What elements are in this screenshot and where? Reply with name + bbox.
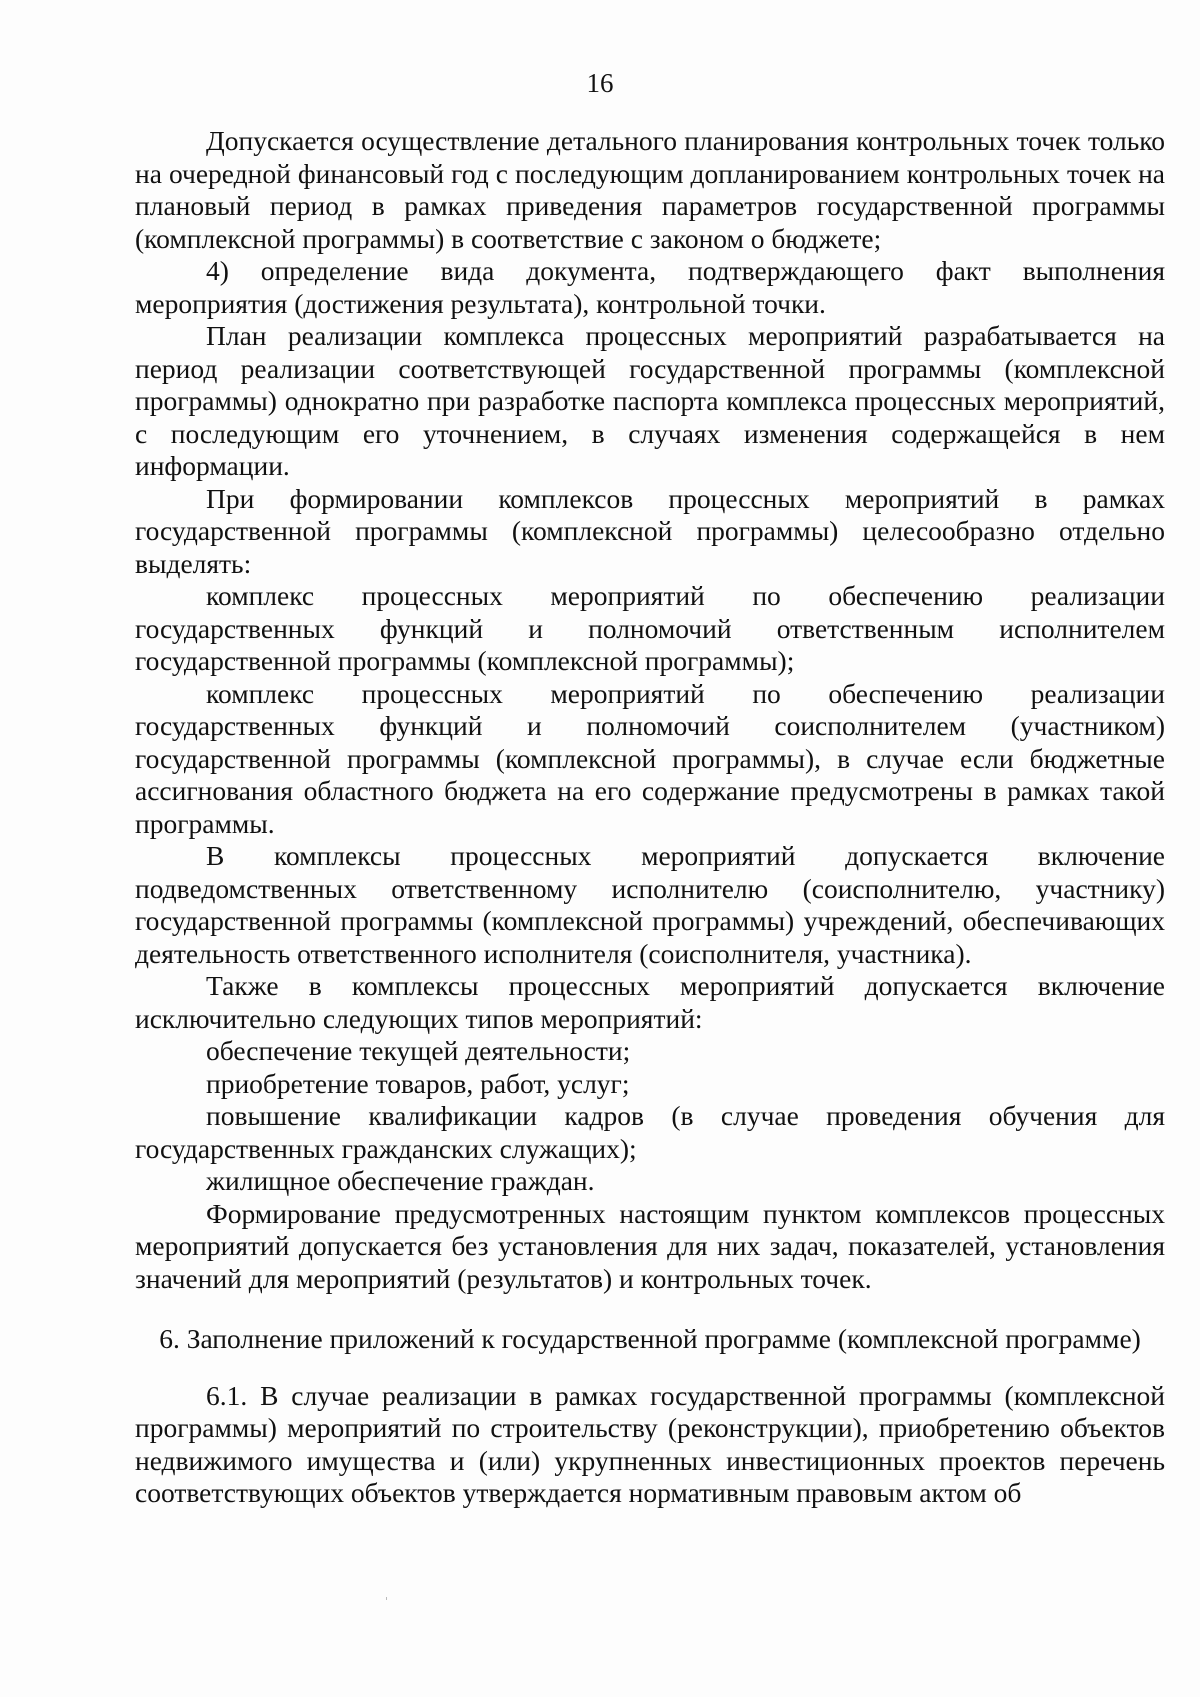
page-number: 16 [586, 68, 614, 98]
list-item-housing: жилищное обеспечение граждан. [206, 1165, 595, 1196]
paragraph-subordinate-institutions: В комплексы процессных мероприятий допускается включение подведомственных ответственному исполнителю (соисполнителю, участнику) государственной программы (комплексной программы) учреждений, обеспечивающих деятельность ответственного исполнителя (соисполнителя, участника). [135, 840, 1165, 969]
paragraph-complex-responsible-executor: комплекс процессных мероприятий по обеспечению реализации государственных функций и полномочий ответственным исполнителем государственной программы (комплексной программы); [135, 580, 1165, 676]
paragraph-item-4: 4) определение вида документа, подтверждающего факт выполнения мероприятия (достижения результата), контрольной точки. [135, 255, 1165, 319]
paragraph-6-1: 6.1. В случае реализации в рамках государственной программы (комплексной программы) мероприятий по строительству (реконструкции), приобретению объектов недвижимого имущества и (или) укрупненных инвестиционных проектов перечень соответствующих объектов утверждается нормативным правовым актом об [135, 1379, 1165, 1508]
scan-artifact [386, 1597, 387, 1600]
list-item-procurement: приобретение товаров, работ, услуг; [206, 1067, 630, 1099]
paragraph-planning-checkpoints: Допускается осуществление детального планирования контрольных точек только на очередной финансовый год с последующим допланированием контрольных точек на плановый период в рамках приведения параметров государственной программы (комплексной программы) в соответствие с законом о бюджете; [135, 125, 1165, 254]
paragraph-allowed-types: Также в комплексы процессных мероприятий допускается включение исключительно следующих типов мероприятий: [135, 970, 1165, 1034]
list-item-qualification: повышение квалификации кадров (в случае проведения обучения для государственных гражданских служащих); [135, 1100, 1165, 1164]
paragraph-implementation-plan: План реализации комплекса процессных мероприятий разрабатывается на период реализации соответствующей государственной программы (комплексной программы) однократно при разработке паспорта комплекса процессных мероприятий, с последующим его уточнением, в случаях изменения содержащейся в нем информации. [135, 320, 1165, 481]
list-item-current-activity: обеспечение текущей деятельности; [206, 1035, 631, 1066]
paragraph-forming-complexes: При формировании комплексов процессных мероприятий в рамках государственной программы (комплексной программы) целесообразно отдельно выделять: [135, 482, 1165, 579]
section-heading: 6. Заполнение приложений к государственной программе (комплексной программе) [159, 1323, 1141, 1354]
document-body [135, 125, 1165, 1510]
paragraph-complex-co-executor: комплекс процессных мероприятий по обеспечению реализации государственных функций и полномочий соисполнителем (участником) государственной программы (комплексной программы), в случае если бюджетные ассигнования областного бюджета на его содержание предусмотрены в рамках такой программы. [135, 677, 1165, 839]
paragraph-formation-without-tasks: Формирование предусмотренных настоящим пунктом комплексов процессных мероприятий допускается без установления для них задач, показателей, установления значений для мероприятий (результатов) и контрольных точек. [135, 1197, 1165, 1294]
